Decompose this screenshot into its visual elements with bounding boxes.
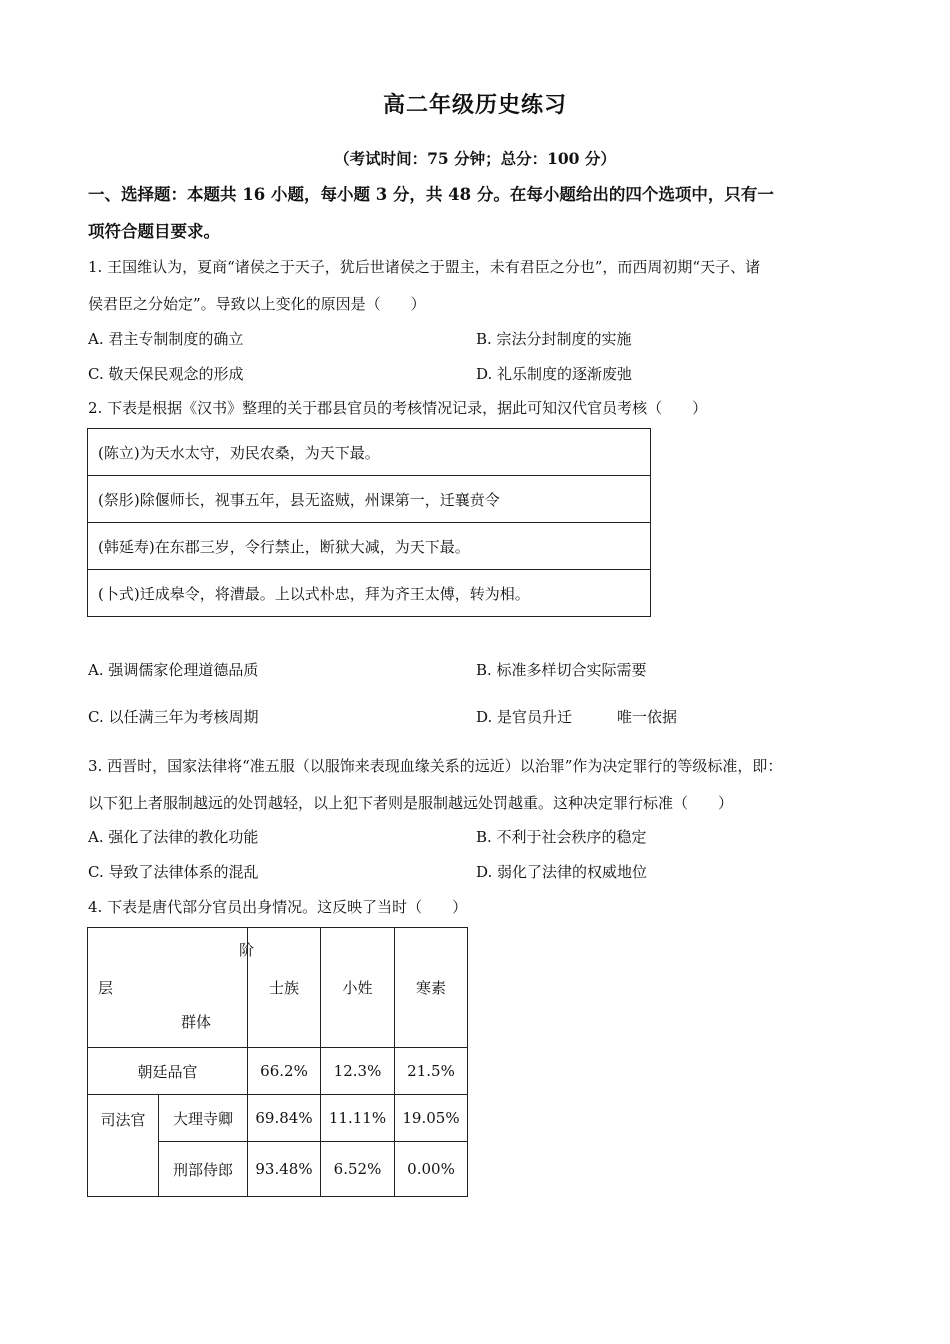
q4-row-label: 刑部侍郎	[159, 1142, 248, 1197]
q4-row-label: 朝廷品官	[88, 1048, 248, 1095]
q4-cell: 69.84%	[248, 1095, 321, 1142]
section-heading-line2: 项符合题目要求。	[88, 222, 220, 241]
q3-option-b[interactable]: B. 不利于社会秩序的稳定	[476, 828, 647, 846]
q1-stem-line1: 1. 王国维认为，夏商“诸侯之于天子，犹后世诸侯之于盟主，未有君臣之分也”，而西周初期“天子、诸	[88, 258, 761, 276]
q4-table	[87, 927, 468, 1197]
section-heading-line1: 一、选择题：本题共 16 小题，每小题 3 分，共 48 分。在每小题给出的四个选项中，只有一	[88, 185, 774, 204]
q4-header-ceng: 层	[98, 978, 114, 997]
q1-option-b[interactable]: B. 宗法分封制度的实施	[476, 330, 632, 348]
q2-option-b[interactable]: B. 标准多样切合实际需要	[476, 661, 647, 679]
q2-table-row: (韩延寿)在东郡三岁，令行禁止，断狱大减，为天下最。	[88, 523, 651, 570]
q4-group-label: 司法官	[88, 1095, 159, 1197]
q4-cell: 6.52%	[321, 1142, 395, 1197]
q3-option-d[interactable]: D. 弱化了法律的权威地位	[476, 863, 648, 881]
q2-table-row: (卜式)迁成皋令，将漕最。上以式朴忠，拜为齐王太傅，转为相。	[88, 570, 651, 617]
q4-cell: 93.48%	[248, 1142, 321, 1197]
q3-stem-line2: 以下犯上者服制越远的处罚越轻，以上犯下者则是服制越远处罚越重。这种决定罪行标准（ ）	[88, 794, 734, 812]
q2-table-row: (祭肜)除偃师长，视事五年，县无盗贼，州课第一，迁襄贲令	[88, 476, 651, 523]
q4-header-diagonal	[88, 928, 255, 1048]
page-title: 高二年级历史练习	[382, 92, 567, 118]
q4-cell: 66.2%	[248, 1048, 321, 1095]
q1-option-a[interactable]: A. 君主专制制度的确立	[88, 330, 244, 348]
q4-cell: 0.00%	[395, 1142, 468, 1197]
q2-option-c[interactable]: C. 以任满三年为考核周期	[88, 708, 259, 726]
q2-table	[87, 428, 651, 617]
exam-info: （考试时间：75 分钟；总分：100 分）	[334, 149, 616, 168]
q4-cell: 19.05%	[395, 1095, 468, 1142]
q4-header-col: 小姓	[321, 928, 395, 1048]
q3-stem-line1: 3. 西晋时，国家法律将“准五服（以服饰来表现血缘关系的远近）以治罪”作为决定罪行的等级标准，即：	[88, 757, 783, 775]
q2-stem: 2. 下表是根据《汉书》整理的关于郡县官员的考核情况记录，据此可知汉代官员考核（ ）	[88, 399, 708, 417]
q3-option-c[interactable]: C. 导致了法律体系的混乱	[88, 863, 259, 881]
q2-option-d[interactable]: D. 是官员升迁 唯一依据	[476, 708, 678, 726]
q4-cell: 12.3%	[321, 1048, 395, 1095]
q4-header-col: 士族	[248, 928, 321, 1048]
q4-header-col: 寒素	[395, 928, 468, 1048]
q4-header-jie: 阶	[239, 940, 255, 959]
q2-option-a[interactable]: A. 强调儒家伦理道德品质	[88, 661, 259, 679]
q4-cell: 11.11%	[321, 1095, 395, 1142]
q2-table-row: (陈立)为天水太守，劝民农桑，为天下最。	[88, 429, 651, 476]
q3-option-a[interactable]: A. 强化了法律的教化功能	[88, 828, 259, 846]
q1-stem-line2: 侯君臣之分始定”。导致以上变化的原因是（ ）	[88, 295, 426, 313]
q4-row-label: 大理寺卿	[159, 1095, 248, 1142]
q1-option-c[interactable]: C. 敬天保民观念的形成	[88, 365, 244, 383]
q1-option-d[interactable]: D. 礼乐制度的逐渐废弛	[476, 365, 633, 383]
q4-cell: 21.5%	[395, 1048, 468, 1095]
q4-header-qunti: 群体	[181, 1012, 212, 1031]
q4-stem: 4. 下表是唐代部分官员出身情况。这反映了当时（ ）	[88, 898, 468, 916]
